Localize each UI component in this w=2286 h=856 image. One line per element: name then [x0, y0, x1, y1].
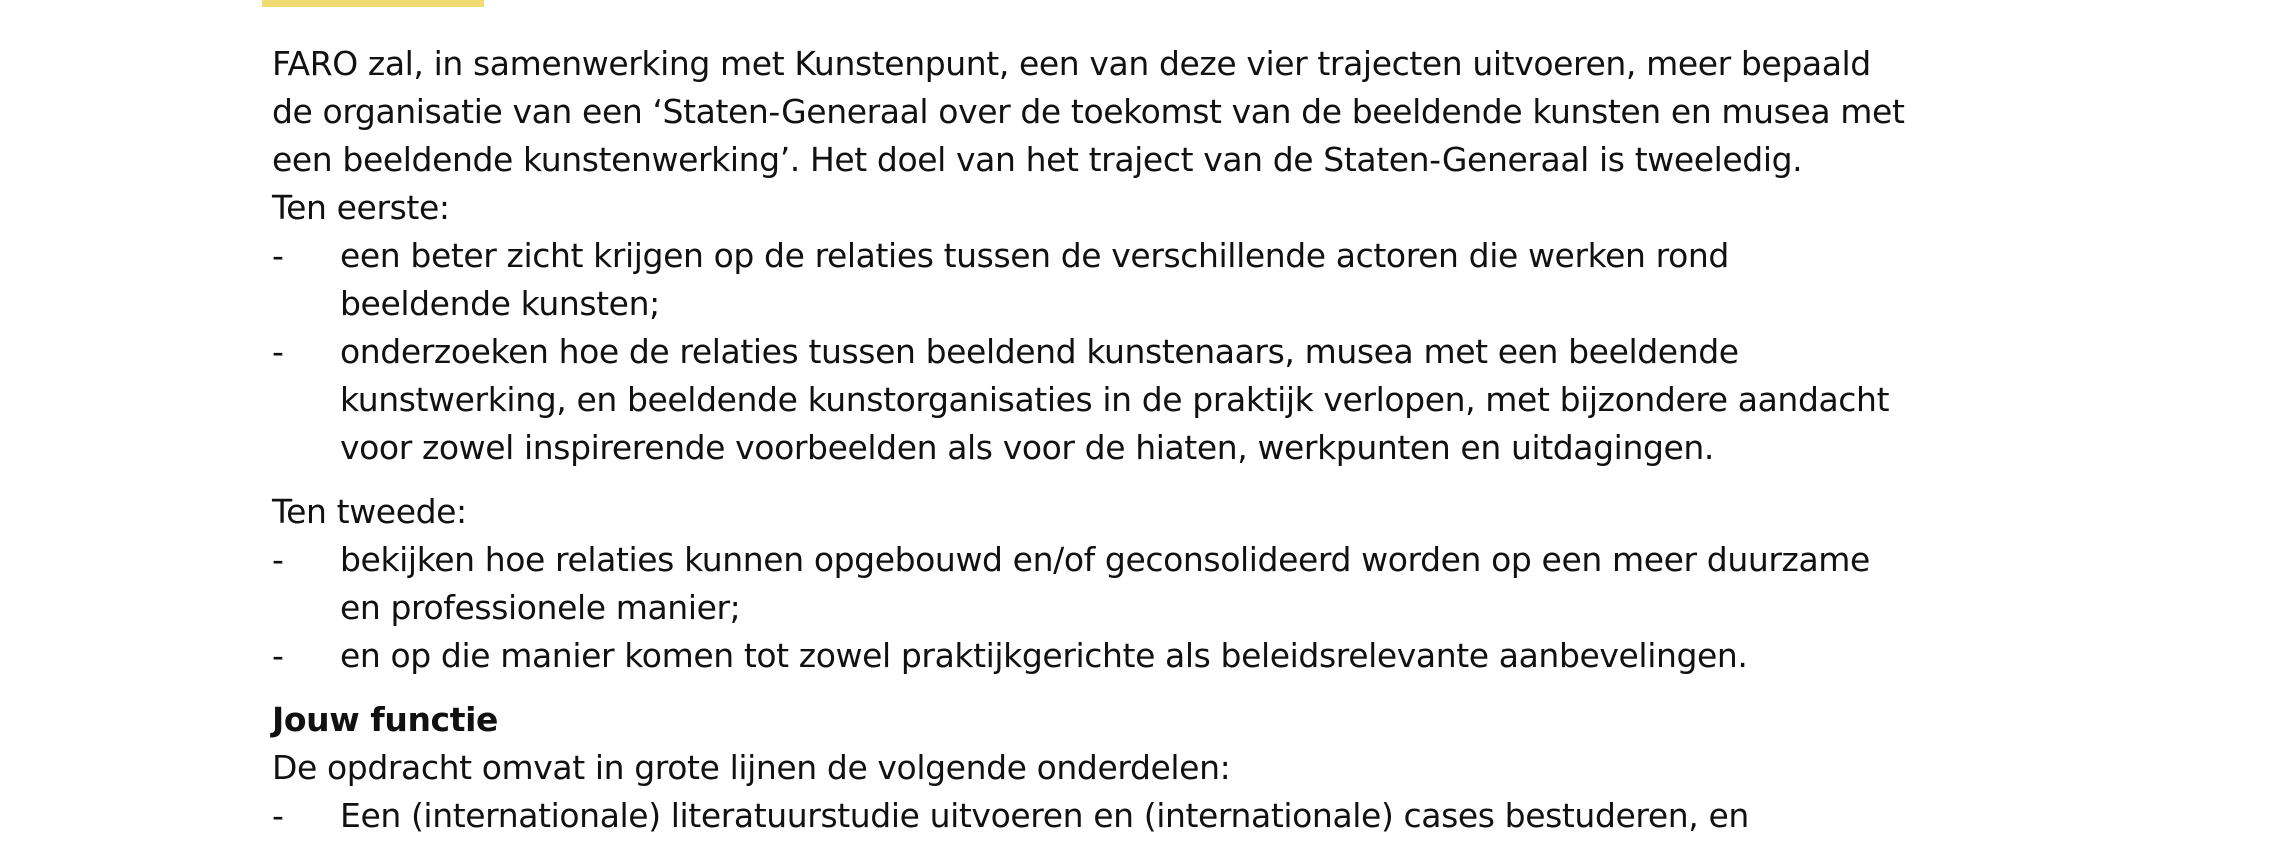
intro-line: FARO zal, in samenwerking met Kunstenpunt, een van deze vier trajecten uitvoeren, meer bepaald [272, 44, 1871, 83]
bullet-dash: - [272, 236, 284, 275]
first-goal-item [272, 232, 2032, 328]
bullet-dash: - [272, 332, 284, 371]
bullet-line: kunstwerking, en beeldende kunstorganisaties in de praktijk verlopen, met bijzondere aandacht [340, 380, 1890, 419]
bullet-dash: - [272, 540, 284, 579]
paragraph-gap [272, 680, 2032, 696]
second-goal-item [272, 536, 2032, 632]
function-task-item [272, 792, 2032, 840]
bullet-line: en op die manier komen tot zowel praktijkgerichte als beleidsrelevante aanbevelingen. [340, 636, 1748, 675]
bullet-line: een beter zicht krijgen op de relaties tussen de verschillende actoren die werken rond [340, 236, 1729, 275]
document-content [272, 40, 2032, 840]
function-task-list [272, 792, 2032, 840]
second-goal-label: Ten tweede: [272, 492, 467, 531]
bullet-line: onderzoeken hoe de relaties tussen beeldend kunstenaars, musea met een beeldende [340, 332, 1739, 371]
intro-paragraph [272, 40, 2032, 184]
bullet-dash: - [272, 636, 284, 675]
paragraph-gap [272, 472, 2032, 488]
first-goal-list [272, 232, 2032, 472]
top-highlight-mark [262, 0, 484, 7]
bullet-line: bekijken hoe relaties kunnen opgebouwd en/of geconsolideerd worden op een meer duurzame [340, 540, 1870, 579]
bullet-line: voor zowel inspirerende voorbeelden als voor de hiaten, werkpunten en uitdagingen. [340, 428, 1715, 467]
function-intro: De opdracht omvat in grote lijnen de volgende onderdelen: [272, 748, 1231, 787]
intro-line: een beeldende kunstenwerking’. Het doel van het traject van de Staten-Generaal is tweeledig. [272, 140, 1803, 179]
bullet-line: Een (internationale) literatuurstudie uitvoeren en (internationale) cases bestuderen, en [340, 796, 1749, 835]
first-goal-item [272, 328, 2032, 472]
bullet-dash: - [272, 796, 284, 835]
intro-line: de organisatie van een ‘Staten-Generaal over de toekomst van de beeldende kunsten en musea met [272, 92, 1905, 131]
bullet-line: en professionele manier; [340, 588, 741, 627]
function-heading: Jouw functie [272, 700, 498, 739]
bullet-line: beeldende kunsten; [340, 284, 660, 323]
second-goal-list [272, 536, 2032, 680]
first-goal-label: Ten eerste: [272, 188, 450, 227]
second-goal-item [272, 632, 2032, 680]
